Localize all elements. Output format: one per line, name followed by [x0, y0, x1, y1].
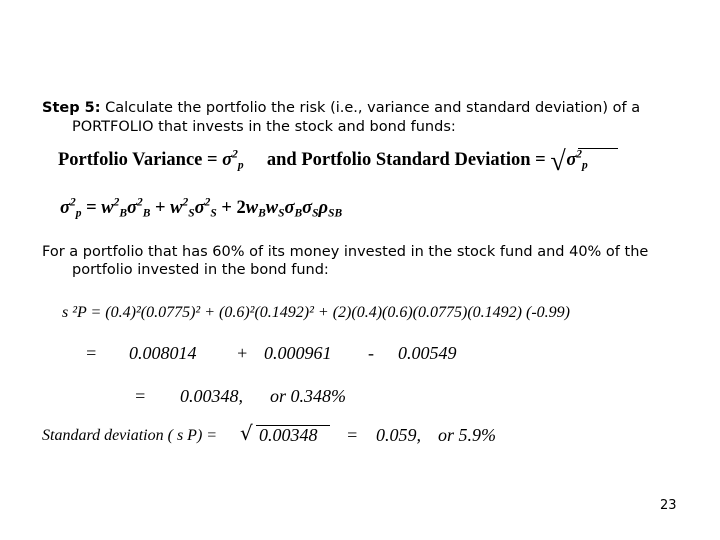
page-number: 23: [660, 498, 677, 513]
formula-variance-std: [58, 146, 588, 177]
calc-eq1: =: [85, 343, 98, 363]
calc-eq2: =: [134, 386, 147, 406]
intro-line1: For a portfolio that has 60% of its money invested in the stock fund and 40% of the: [42, 244, 649, 260]
calc-term2: 0.000961: [264, 343, 332, 363]
sqrt-symbol: √: [240, 421, 253, 445]
portfolio-std-label: and Portfolio Standard Deviation =: [266, 150, 546, 170]
step-text-line1: Calculate the portfolio the risk (i.e., variance and standard deviation) of a: [100, 100, 641, 116]
step-text-line2: PORTFOLIO that invests in the stock and bond funds:: [72, 119, 456, 135]
std-value: 0.059,: [376, 425, 421, 445]
calc-variance-pct: or 0.348%: [270, 386, 346, 406]
sqrt-value: 0.00348: [259, 425, 318, 445]
calc-plus: +: [236, 343, 249, 363]
sigma-p-squared: $\sigma^2_p$: [222, 148, 244, 172]
calc-line1: s ²P = (0.4)²(0.0775)² + (0.6)²(0.1492)² + (2)(0.4)(0.6)(0.0775)(0.1492) (-0.99): [62, 304, 570, 321]
step-label: Step 5:: [42, 100, 101, 116]
calc-term3: 0.00549: [398, 343, 457, 363]
calc-term1: 0.008014: [129, 343, 197, 363]
sqrt-sigma-p-squared: √ $\sigma^2_p$: [550, 146, 588, 177]
calc-minus: -: [368, 343, 374, 363]
formula-two-asset-variance: $\sigma^2_p = w^2_B\sigma^2_B + w^2_S\sigma^2_S + 2w_Bw_S\sigma_B\sigma_S\rho_{SB}$: [60, 196, 343, 220]
std-value-pct: or 5.9%: [438, 425, 496, 445]
step-heading: [42, 99, 640, 118]
calc-eq3: =: [346, 425, 359, 445]
calc-variance: 0.00348,: [180, 386, 243, 406]
std-label: Standard deviation ( s P) =: [42, 427, 218, 444]
sqrt-bar-1: [578, 148, 618, 149]
intro-line2: portfolio invested in the bond fund:: [72, 262, 329, 278]
portfolio-variance-label: Portfolio Variance =: [58, 150, 218, 170]
